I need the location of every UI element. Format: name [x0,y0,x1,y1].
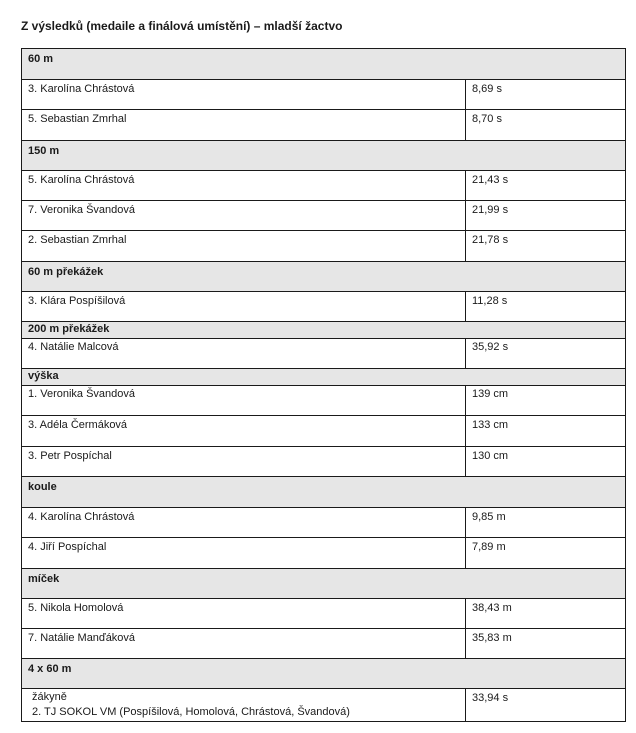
result-row [22,339,626,369]
athlete-cell: 2. Sebastian Zmrhal [22,231,466,262]
result-value: 133 cm [466,416,626,447]
event-name: 60 m [22,49,626,80]
event-name: 60 m překážek [22,262,626,292]
result-value: 7,89 m [466,538,626,569]
athlete-cell: 4. Natálie Malcová [22,339,466,369]
result-value: 8,69 s [466,80,626,110]
result-row [22,689,626,722]
result-row [22,292,626,322]
athlete-cell: 5. Karolína Chrástová [22,171,466,201]
athlete-cell: 3. Klára Pospíšilová [22,292,466,322]
event-header-row [22,477,626,508]
result-value: 139 cm [466,386,626,416]
athlete-cell: 5. Nikola Homolová [22,599,466,629]
result-row [22,447,626,477]
result-value: 38,43 m [466,599,626,629]
relay-category: žákyně [32,691,67,703]
event-header-row [22,569,626,599]
results-table [21,48,626,722]
result-row [22,508,626,538]
result-row [22,110,626,141]
result-value: 21,43 s [466,171,626,201]
athlete-cell: 4. Karolína Chrástová [22,508,466,538]
athlete-cell: 7. Veronika Švandová [22,201,466,231]
result-row [22,386,626,416]
event-name: 150 m [22,141,626,171]
event-header-row [22,49,626,80]
athlete-cell: 3. Adéla Čermáková [22,416,466,447]
result-row [22,629,626,659]
result-row [22,538,626,569]
athlete-cell: 3. Karolína Chrástová [22,80,466,110]
event-header-row [22,322,626,339]
result-row [22,599,626,629]
result-row [22,231,626,262]
event-header-row [22,141,626,171]
result-value: 130 cm [466,447,626,477]
athlete-cell: 7. Natálie Manďáková [22,629,466,659]
result-value: 35,83 m [466,629,626,659]
relay-cell [22,689,466,722]
result-row [22,171,626,201]
event-header-row [22,659,626,689]
result-row [22,416,626,447]
result-value: 9,85 m [466,508,626,538]
result-row [22,80,626,110]
event-header-row [22,262,626,292]
result-value: 8,70 s [466,110,626,141]
athlete-cell: 2. TJ SOKOL VM (Pospíšilová, Homolová, Chrástová, Švandová) [32,706,350,718]
event-name: míček [22,569,626,599]
result-value: 21,99 s [466,201,626,231]
event-name: 4 x 60 m [22,659,626,689]
result-value: 21,78 s [466,231,626,262]
event-name: 200 m překážek [22,322,626,339]
athlete-cell: 1. Veronika Švandová [22,386,466,416]
result-value: 11,28 s [466,292,626,322]
result-row [22,201,626,231]
athlete-cell: 5. Sebastian Zmrhal [22,110,466,141]
event-header-row [22,369,626,386]
athlete-cell: 4. Jiří Pospíchal [22,538,466,569]
athlete-cell: 3. Petr Pospíchal [22,447,466,477]
event-name: výška [22,369,626,386]
event-name: koule [22,477,626,508]
result-value: 33,94 s [466,689,626,722]
page-title: Z výsledků (medaile a finálová umístění) – mladší žactvo [21,19,343,33]
result-value: 35,92 s [466,339,626,369]
